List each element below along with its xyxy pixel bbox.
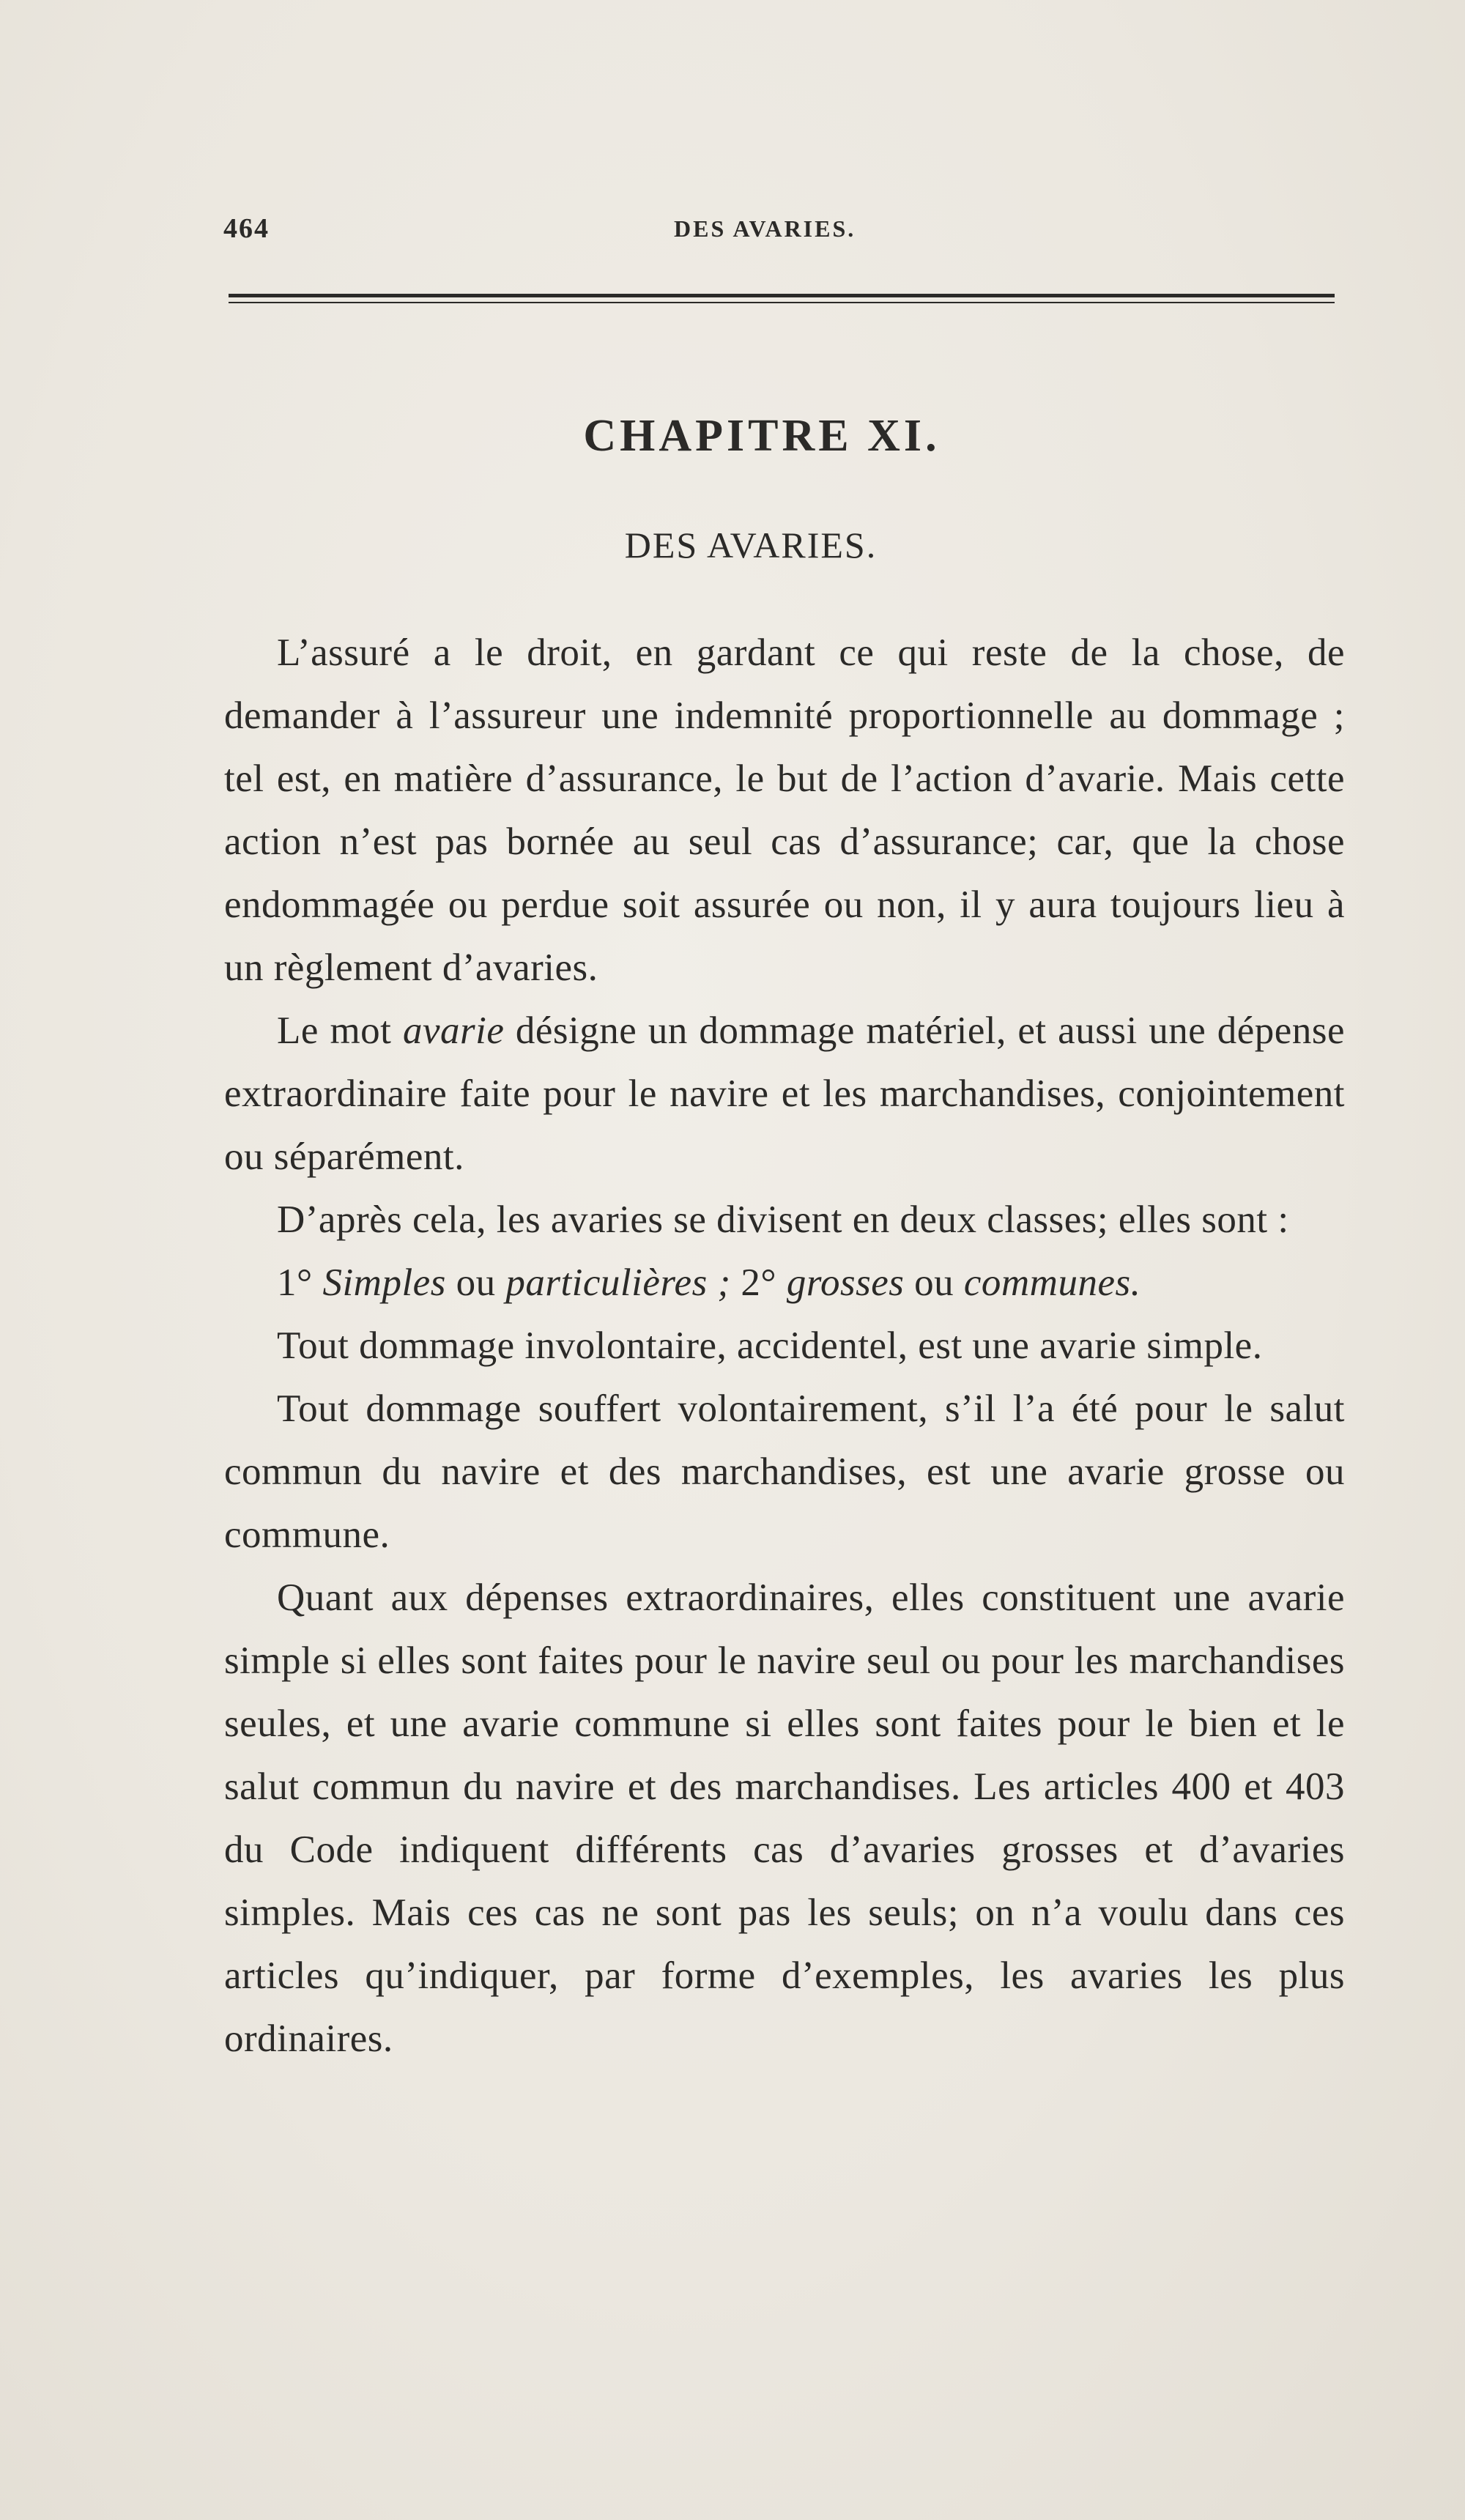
body-text [224,621,1345,2070]
paragraph-2-text-a: Le mot [277,1009,403,1052]
chapter-title: CHAPITRE XI. [583,411,941,461]
header-rule-thick [229,294,1335,297]
paragraph-4-italic-b: particulières ; [505,1261,731,1304]
paragraph-5: Tout dommage involontaire, accidentel, est une avarie simple. [277,1324,1263,1367]
running-head: DES AVARIES. [674,215,856,242]
paragraph-4-italic-c: grosses [786,1261,905,1304]
header-rule-thin [229,302,1335,303]
paragraph-6: Tout dommage souffert volontairement, s’il l’a été pour le salut commun du navire et des marchandises, est une avarie grosse ou commune. [224,1387,1345,1556]
paragraph-7: Quant aux dépenses extraordinaires, elles constituent une avarie simple si elles sont faites pour le navire seul ou pour les marchandises seules, et une avarie commune si elles sont faites pour le bien et le salut commun du navire et des marchandises. Les articles 400 et 403 du Code indiquent différents cas d’avaries grosses et d’avaries simples. Mais ces cas ne sont pas les seuls; on n’a voulu dans ces articles qu’indiquer, par forme d’exemples, les avaries les plus ordinaires. [224,1576,1345,2060]
paragraph-4-text-c: 2° [730,1261,787,1304]
paragraph-4-italic-a: Simples [322,1261,446,1304]
paragraph-1: L’assuré a le droit, en gardant ce qui reste de la chose, de demander à l’assureur une indemnité proportionnelle au dommage ; tel est, en matière d’assurance, le but de l’action d’avarie. Mais cette action n’est pas bornée au seul cas d’assurance; car, que la chose endommagée ou perdue soit assurée ou non, il y aura toujours lieu à un règlement d’avaries. [224,631,1345,989]
paragraph-2-italic-term: avarie [402,1009,505,1052]
paragraph-2 [224,999,1345,1188]
paragraph-4-italic-d: communes. [963,1261,1141,1304]
paragraph-4-text-d: ou [904,1261,964,1304]
chapter-subtitle: DES AVARIES. [624,525,878,566]
paragraph-4-text-b: ou [445,1261,506,1304]
paragraph-3: D’après cela, les avaries se divisent en deux classes; elles sont : [277,1198,1289,1241]
paragraph-2-text-b: désigne un dommage matériel, et aussi une dépense extraordinaire faite pour le navire et les marchandises, conjointement ou séparément. [224,1009,1345,1178]
paragraph-4 [224,1251,1345,1314]
page-number: 464 [223,213,270,244]
paragraph-4-text-a: 1° [277,1261,323,1304]
